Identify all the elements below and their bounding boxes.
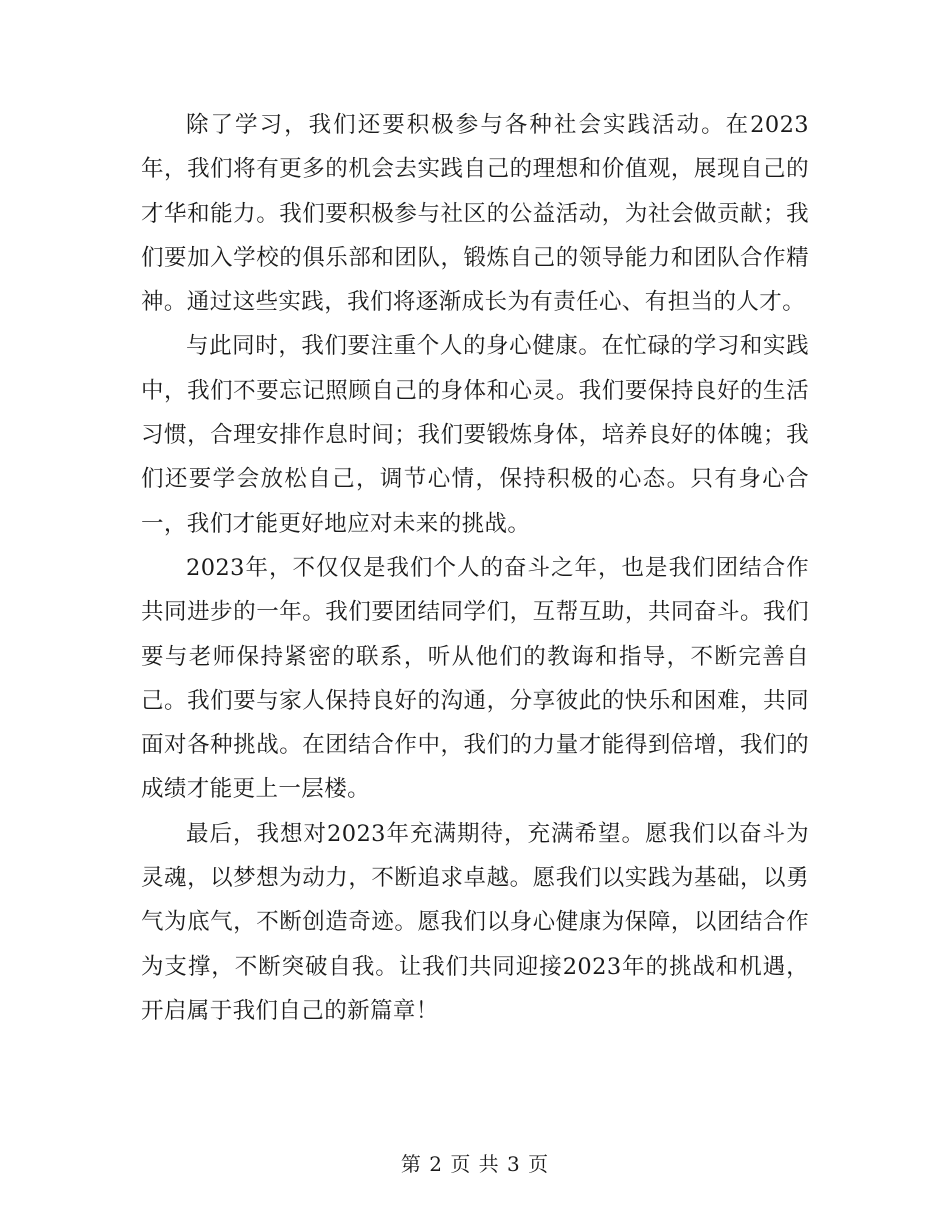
- document-body: [141, 103, 809, 1033]
- paragraph-health: 与此同时，我们要注重个人的身心健康。在忙碌的学习和实践中，我们不要忘记照顾自己的身体和心灵。我们要保持良好的生活习惯，合理安排作息时间；我们要锻炼身体，培养良好的体魄；我们还要学会放松自己，调节心情，保持积极的心态。只有身心合一，我们才能更好地应对未来的挑战。: [141, 333, 809, 537]
- page-footer: [0, 1148, 950, 1177]
- paragraph-cooperation: 2023年，不仅仅是我们个人的奋斗之年，也是我们团结合作共同进步的一年。我们要团结同学们，互帮互助，共同奋斗。我们要与老师保持紧密的联系，听从他们的教诲和指导，不断完善自己。我们要与家人保持良好的沟通，分享彼此的快乐和困难，共同面对各种挑战。在团结合作中，我们的力量才能得到倍增，我们的成绩才能更上一层楼。: [141, 554, 809, 803]
- paragraph-conclusion: 最后，我想对2023年充满期待，充满希望。愿我们以奋斗为灵魂，以梦想为动力，不断追求卓越。愿我们以实践为基础，以勇气为底气，不断创造奇迹。愿我们以身心健康为保障，以团结合作为支撑，不断突破自我。让我们共同迎接2023年的挑战和机遇，开启属于我们自己的新篇章！: [141, 820, 809, 1024]
- page-number-label: 第 2 页 共 3 页: [400, 1152, 550, 1176]
- paragraph-social-practice: 除了学习，我们还要积极参与各种社会实践活动。在2023年，我们将有更多的机会去实践自己的理想和价值观，展现自己的才华和能力。我们要积极参与社区的公益活动，为社会做贡献；我们要加入学校的俱乐部和团队，锻炼自己的领导能力和团队合作精神。通过这些实践，我们将逐渐成长为有责任心、有担当的人才。: [141, 112, 809, 316]
